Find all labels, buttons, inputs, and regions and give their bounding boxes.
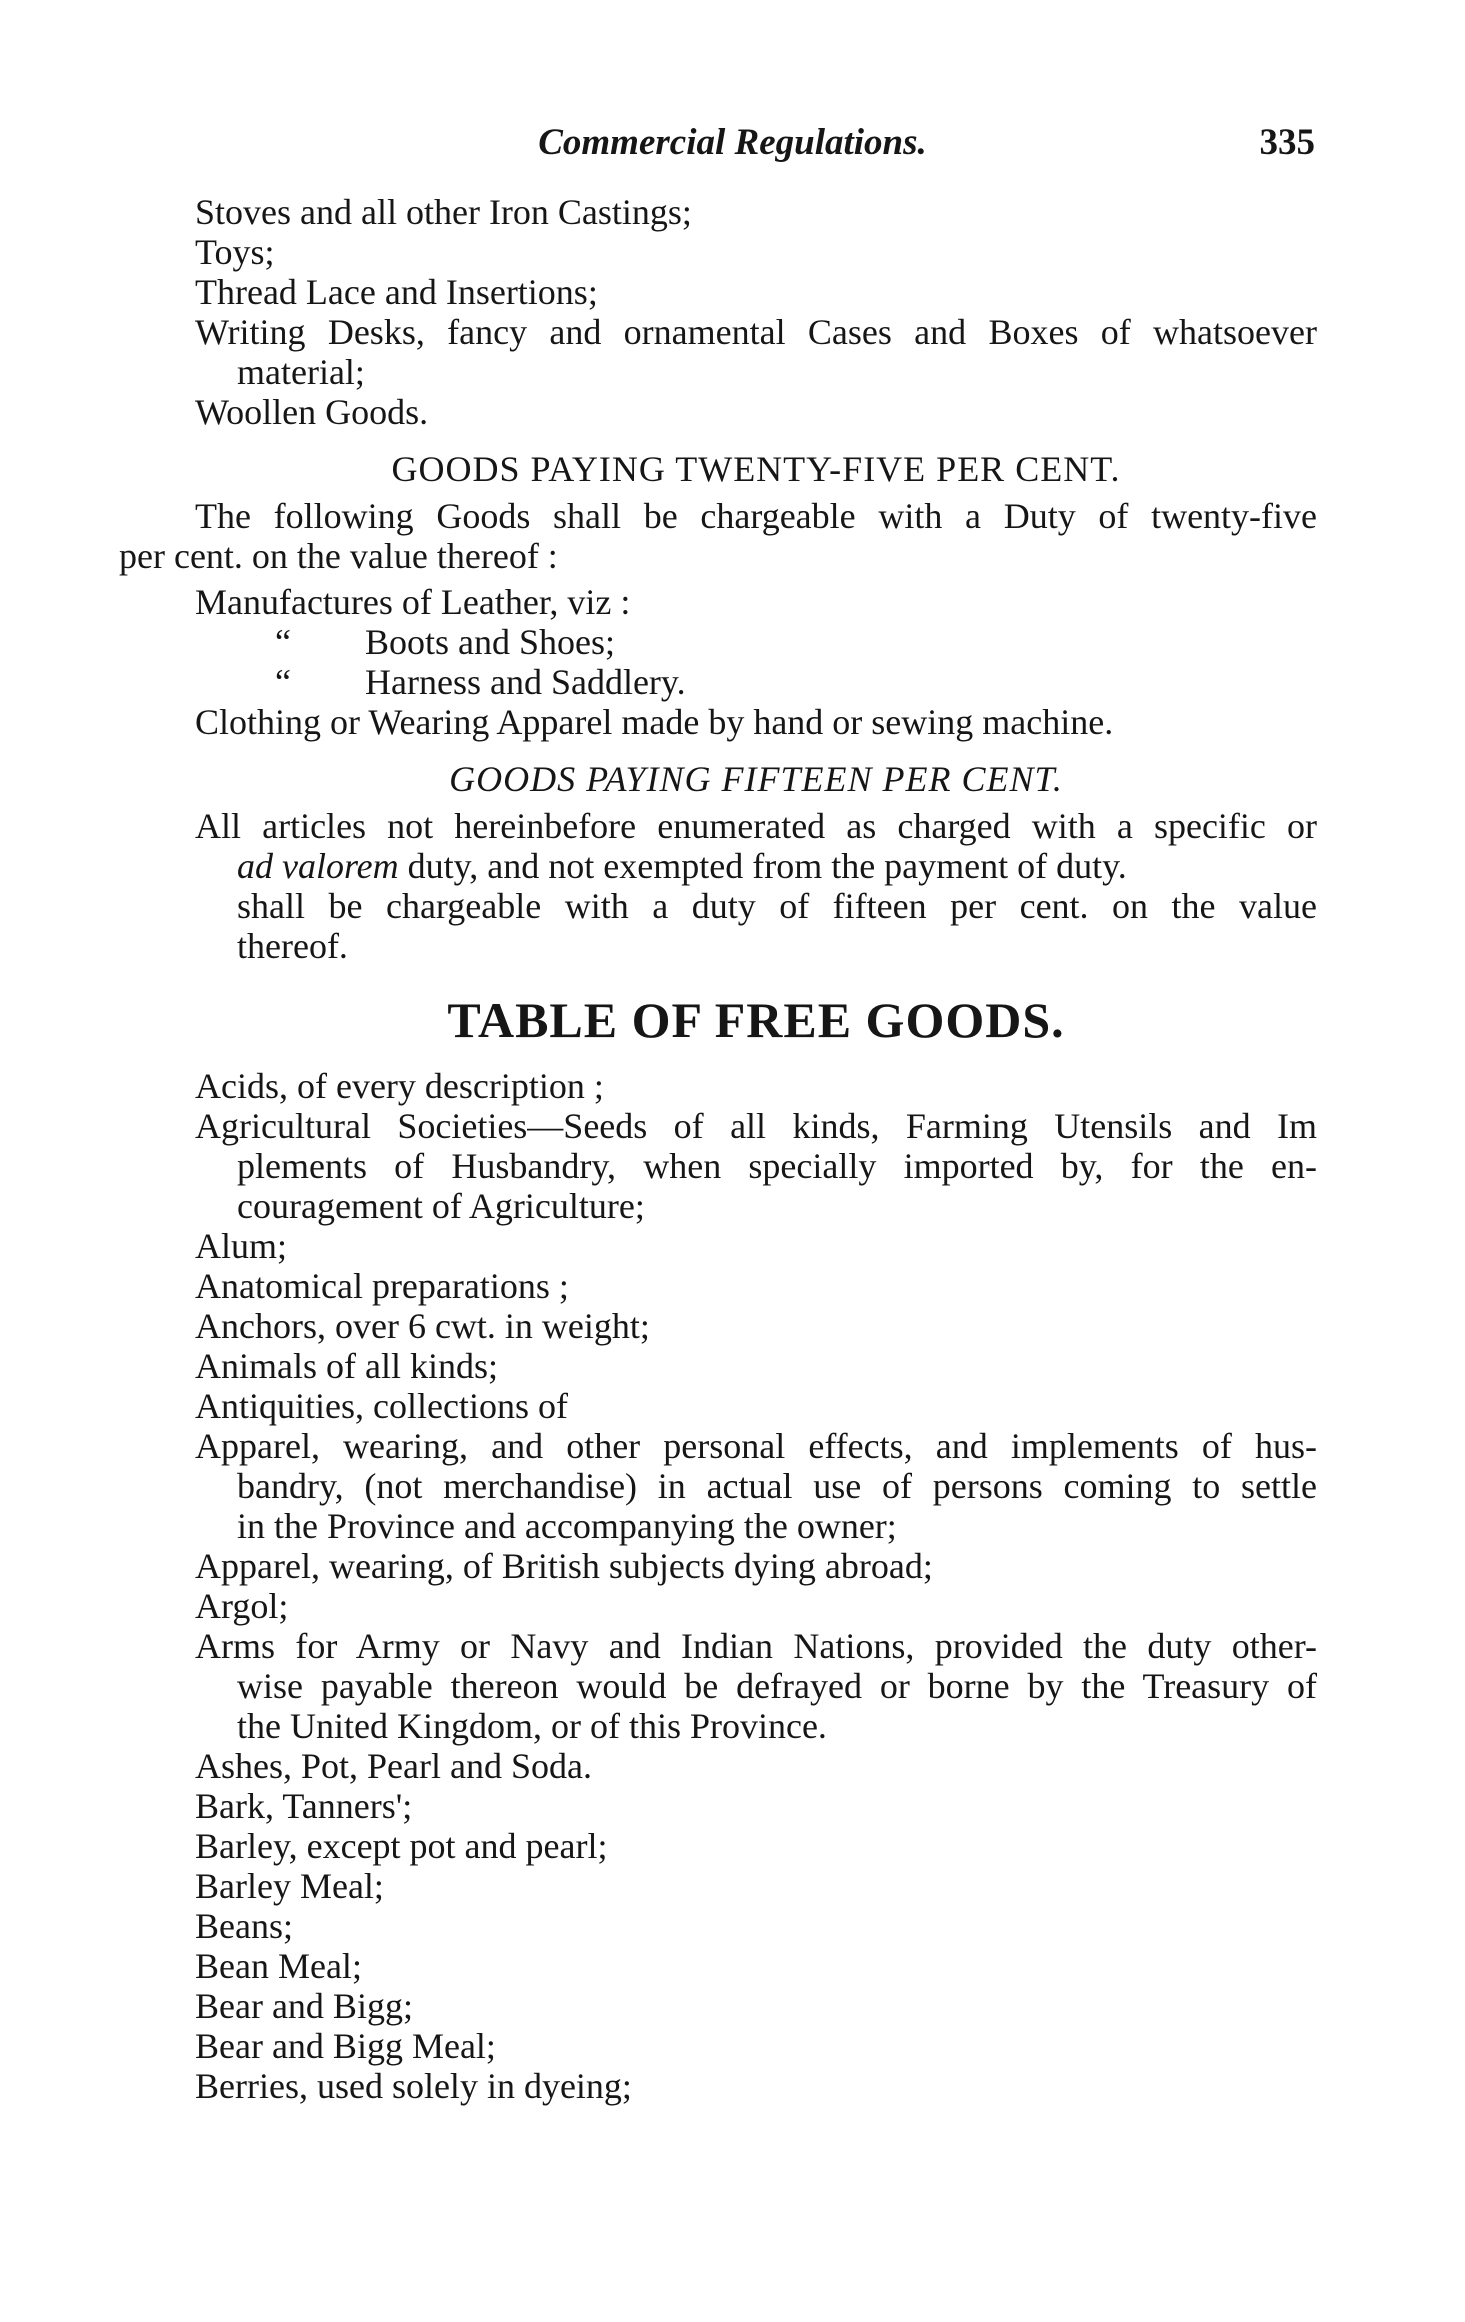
- list-item: Apparel, wearing, and other personal effects, and implements of hus-: [195, 1426, 1317, 1466]
- list-item: Apparel, wearing, of British subjects dying abroad;: [195, 1546, 933, 1586]
- list-item: Toys;: [195, 232, 275, 272]
- list-item: Alum;: [195, 1226, 288, 1266]
- list-item: Animals of all kinds;: [195, 1346, 498, 1386]
- paragraph-line: per cent. on the value thereof :: [119, 536, 558, 576]
- list-item: Manufactures of Leather, viz :: [195, 582, 631, 622]
- list-item: Woollen Goods.: [195, 392, 429, 432]
- list-item: Barley Meal;: [195, 1866, 384, 1906]
- list-item-continuation: plements of Husbandry, when specially imported by, for the en-: [237, 1146, 1317, 1186]
- list-item: Writing Desks, fancy and ornamental Cases and Boxes of whatsoever: [195, 312, 1317, 352]
- ditto-mark: “: [275, 662, 291, 702]
- list-item: Anatomical preparations ;: [195, 1266, 569, 1306]
- list-item: Bark, Tanners';: [195, 1786, 413, 1826]
- sub-item-text: Boots and Shoes;: [365, 622, 616, 662]
- list-item: Clothing or Wearing Apparel made by hand or sewing machine.: [195, 702, 1114, 742]
- list-item-continuation: the United Kingdom, or of this Province.: [237, 1706, 827, 1746]
- paragraph-line: shall be chargeable with a duty of fifteen per cent. on the value: [237, 886, 1317, 926]
- list-item-continuation: in the Province and accompanying the owner;: [237, 1506, 897, 1546]
- paragraph-line: All articles not hereinbefore enumerated as charged with a specific or: [195, 806, 1317, 846]
- italic-phrase: ad valorem: [237, 846, 399, 886]
- list-item: Acids, of every description ;: [195, 1066, 604, 1106]
- list-item-continuation: material;: [237, 352, 365, 392]
- list-item: Argol;: [195, 1586, 289, 1626]
- list-item: Bear and Bigg;: [195, 1986, 413, 2026]
- list-item-continuation: bandry, (not merchandise) in actual use of persons coming to settle: [237, 1466, 1317, 1506]
- list-item: Thread Lace and Insertions;: [195, 272, 598, 312]
- sub-item: [195, 622, 1317, 662]
- paragraph-line: The following Goods shall be chargeable with a Duty of twenty-five: [195, 496, 1317, 536]
- list-item-continuation: couragement of Agriculture;: [237, 1186, 645, 1226]
- running-title: Commercial Regulations.: [538, 122, 927, 163]
- section-heading: GOODS PAYING TWENTY-FIVE PER CENT.: [391, 449, 1121, 489]
- list-item: Stoves and all other Iron Castings;: [195, 192, 692, 232]
- paragraph-line: thereof.: [237, 926, 348, 966]
- page-number: 335: [1259, 122, 1315, 163]
- running-header: [0, 118, 1465, 168]
- page-body: [119, 192, 1317, 2106]
- sub-item: [195, 662, 1317, 702]
- list-item: Beans;: [195, 1906, 293, 1946]
- list-item: Arms for Army or Navy and Indian Nations, provided the duty other-: [195, 1626, 1317, 1666]
- list-item: Bear and Bigg Meal;: [195, 2026, 496, 2066]
- list-item-continuation: wise payable thereon would be defrayed or borne by the Treasury of: [237, 1666, 1317, 1706]
- section-twenty-five-percent: [119, 446, 1317, 742]
- list-item: Bean Meal;: [195, 1946, 362, 1986]
- free-goods-table: [195, 990, 1317, 2106]
- sub-item-text: Harness and Saddlery.: [365, 662, 686, 702]
- table-title: TABLE OF FREE GOODS.: [447, 992, 1065, 1048]
- section-heading: GOODS PAYING FIFTEEN PER CENT.: [449, 759, 1063, 799]
- section-fifteen-percent: [195, 756, 1317, 966]
- ditto-mark: “: [275, 622, 291, 662]
- list-item: Berries, used solely in dyeing;: [195, 2066, 632, 2106]
- list-item: Antiquities, collections of: [195, 1386, 568, 1426]
- list-item: Agricultural Societies—Seeds of all kinds, Farming Utensils and Im: [195, 1106, 1317, 1146]
- paragraph-line: [195, 846, 1317, 886]
- list-item: Barley, except pot and pearl;: [195, 1826, 608, 1866]
- paragraph-text: duty, and not exempted from the payment of duty.: [398, 846, 1127, 886]
- list-item: Ashes, Pot, Pearl and Soda.: [195, 1746, 592, 1786]
- list-item: Anchors, over 6 cwt. in weight;: [195, 1306, 650, 1346]
- continued-list: [195, 192, 1317, 432]
